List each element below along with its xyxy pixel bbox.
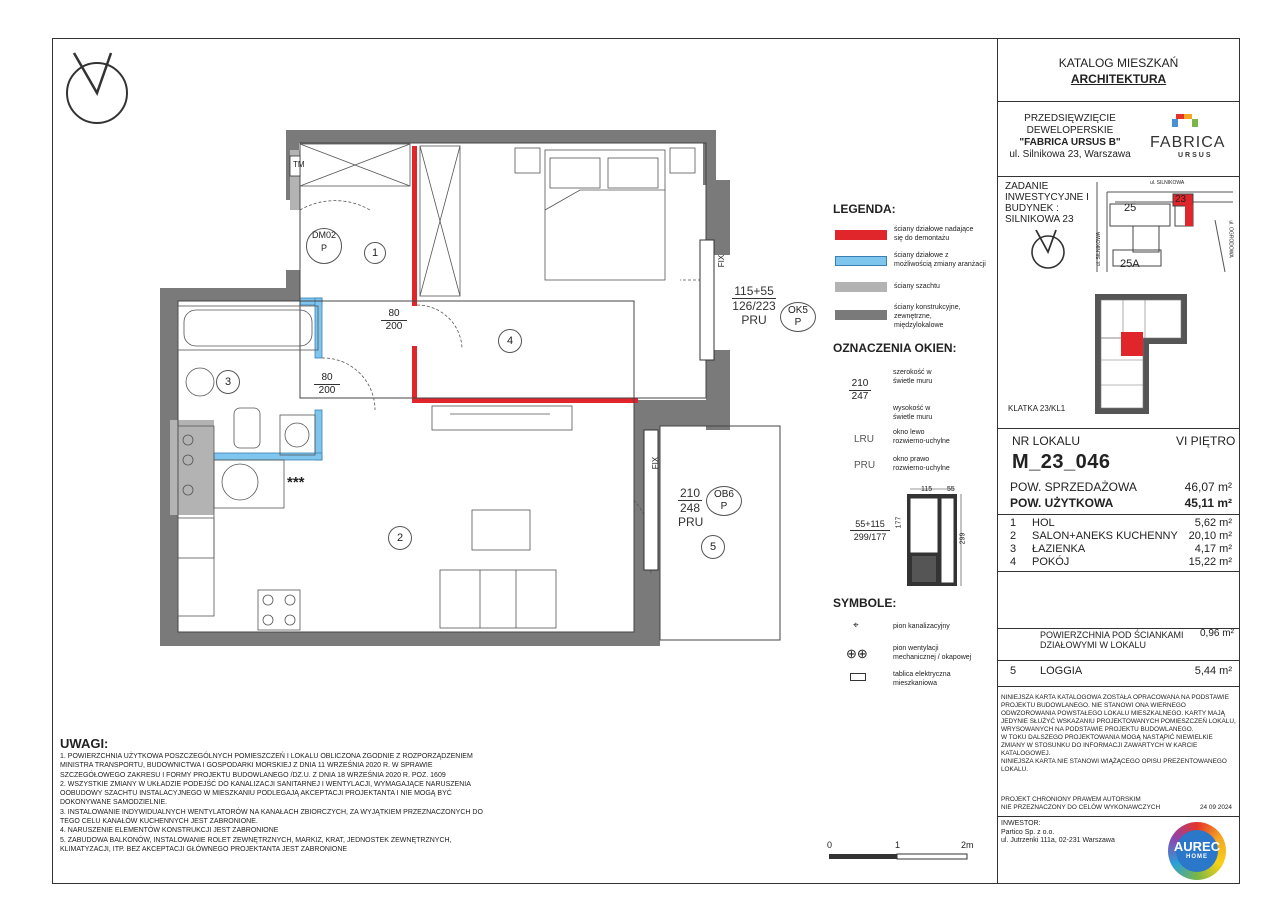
note-line: 3. INSTALOWANIE INDYWIDUALNYCH WENTYLATORÓW NA KANAŁACH ZBIORCZYCH, ZA WYJĄTKIEM PRZEZNACZONYCH DO — [60, 808, 483, 816]
fix-label-1: FIX — [717, 254, 727, 268]
scale-bar — [828, 852, 973, 862]
symbol-ventilation: pion wentylacji mechanicznej / okapowej — [893, 645, 972, 661]
building-25a: 25A — [1120, 258, 1140, 270]
window-ob6-dims — [678, 486, 702, 529]
ventilation-riser-icon: ⊕⊕ — [846, 646, 868, 661]
building-23: 23 — [1175, 194, 1187, 205]
brand-name: FABRICA — [1150, 134, 1226, 151]
department: ARCHITEKTURA — [1070, 72, 1167, 86]
note-line: 5. ZABUDOWA BALKONÓW, INSTALOWANIE ROLET ZEWNĘTRZNYCH, MARKIZ, KRAT, JEDNOSTEK ZEWNĘTRZNYCH, — [60, 836, 452, 844]
door-width: 80 — [321, 372, 333, 383]
label-tm: TM — [293, 160, 305, 169]
room-row: 2 SALON+ANEKS KUCHENNY 20,10 m² — [1010, 530, 1232, 542]
partition-area-value: 0,96 m² — [1200, 628, 1234, 639]
copyright: PROJEKT CHRONIONY PRAWEM AUTORSKIM NIE PRZEZNACZONY DO CELÓW WYKONAWCZYCH — [1001, 796, 1161, 811]
door-height: 200 — [314, 384, 340, 397]
room-row: 1 HOL 5,62 m² — [1010, 517, 1232, 529]
scale-0: 0 — [827, 840, 833, 850]
site-street-label-2: ul. OGRODOWA — [1227, 220, 1234, 258]
note-line: SZCZEGÓŁOWEGO ZAKRESU I FORMY PROJEKTU BUDOWLANEGO /DZ.U. Z DNIA 18 WRZEŚNIA 2020 R. POZ. 1609 — [60, 771, 446, 779]
site-street-label: ul. SILNIKOWA — [1150, 180, 1185, 186]
window-tag-ob6 — [706, 486, 742, 516]
building-25: 25 — [1124, 202, 1137, 214]
window-tag-code: OK5 — [787, 305, 808, 316]
unit-nr-label: NR LOKALU — [1012, 434, 1081, 448]
pru-code: PRU — [854, 460, 876, 471]
partition-area-label: POWIERZCHNIA POD ŚCIANKAMI DZIAŁOWYMI W LOKALU — [1040, 630, 1184, 650]
date: 24 09 2024 — [1200, 804, 1232, 811]
door-tag-code: DM02 — [311, 230, 336, 240]
room-marker-2: 2 — [388, 526, 412, 550]
note-line: 4. NARUSZENIE ELEMENTÓW KONSTRUKCJI JEST ZABRONIONE — [60, 827, 279, 835]
note-line: MINISTRA TRANSPORTU, BUDOWNICTWA I GOSPODARKI MORSKIEJ Z DNIA 11 WRZEŚNIA 2020 R. W SPRAWIE — [60, 762, 433, 770]
lru-code: LRU — [854, 434, 875, 445]
room-marker-5: 5 — [701, 535, 725, 559]
legend-item-3: ściany szachtu — [894, 283, 940, 290]
key-plan — [1083, 290, 1193, 418]
scale-1: 1 — [895, 840, 901, 850]
door-tag-type: P — [320, 243, 327, 253]
room-row: 3 ŁAZIENKA 4,17 m² — [1010, 543, 1232, 555]
bathtub — [178, 306, 318, 350]
door-tag-dm02 — [306, 228, 342, 264]
investment-info: ZADANIE INWESTYCYJNE I BUDYNEK : SILNIKOWA 23 — [1005, 181, 1089, 225]
legend-swatch-blue — [835, 256, 887, 266]
site-street-label-3: ul. SILNIKOWA — [1096, 231, 1103, 267]
window-ok5-dims — [732, 284, 776, 327]
window-sample-dims: 210 247 — [849, 378, 871, 403]
note-line: KLIMATYZACJI, ITP. BEZ AKCEPTACJI GŁÓWNEGO PROJEKTANTA JEST ZABRONIONE — [60, 845, 348, 853]
window-type: PRU — [741, 313, 767, 327]
symbol-electrical: tablica elektryczna mieszkaniowa — [893, 671, 951, 687]
note-line: 1. POWIERZCHNIA UŻYTKOWA POSZCZEGÓLNYCH POMIESZCZEŃ I LOKALU OBLICZONA ZGODNIE Z ROZPORZĄDZENIEM — [60, 753, 473, 760]
notes-list — [60, 752, 530, 854]
lru-desc: okno lewo rozwierno-uchylne — [893, 429, 950, 445]
detail-h-dim2: 299 — [959, 532, 967, 545]
usable-area-label: POW. UŻYTKOWA — [1010, 496, 1114, 510]
window-type: PRU — [678, 515, 704, 529]
loggia-row: 5 LOGGIA 5,44 m² — [1010, 665, 1232, 677]
legend-item-2: ściany działowe z możliwością zmiany aranżacji — [894, 252, 986, 268]
sale-area-row — [1010, 481, 1232, 494]
door-width: 80 — [388, 308, 400, 319]
sale-area-label: POW. SPRZEDAŻOWA — [1010, 480, 1137, 494]
electrical-stars: *** — [287, 474, 305, 491]
unit-number: M_23_046 — [1012, 451, 1111, 473]
project-info: PRZEDSIĘWZIĘCIE DEWELOPERSKIE "FABRICA URSUS B" ul. Silnikowa 23, Warszawa — [1009, 113, 1131, 160]
windows-title: OZNACZENIA OKIEN: — [833, 341, 957, 355]
window-tag-code: OB6 — [713, 489, 734, 500]
room-row: 4 POKÓJ 15,22 m² — [1010, 556, 1232, 568]
pru-desc: okno prawo rozwierno-uchylne — [893, 456, 950, 472]
legend-swatch-red — [835, 230, 887, 240]
notes-title: UWAGI: — [60, 736, 109, 751]
aurec-logo-icon — [1168, 822, 1226, 880]
electrical-panel-icon — [850, 673, 866, 681]
window-width: 210 — [679, 486, 701, 500]
floor-plan — [150, 120, 800, 660]
note-line: OOBUDOWY SZACHTU INSTALACYJNEGO W MIESZKANIU PODLEGAJĄ AKCEPTACJI PROJEKTANTA I NIE MOGĄ BYĆ — [60, 790, 452, 798]
door-dims-room4 — [381, 308, 407, 333]
site-north-icon — [1026, 226, 1072, 272]
legend-title: LEGENDA: — [833, 202, 896, 216]
red-partitions — [412, 146, 638, 403]
note-line: TEGO CELU KANAŁÓW KUCHENNYCH JEST ZABRONIONE. — [60, 818, 258, 826]
detail-top-dim1: 115 — [921, 486, 933, 493]
catalog-title: KATALOG MIESZKAŃ — [1058, 56, 1179, 70]
window-width-desc: szerokość w świetle muru — [893, 369, 933, 385]
symbol-sewer: pion kanalizacyjny — [893, 623, 950, 630]
window-size: 126/223 — [732, 299, 776, 313]
detail-h-dim1: 177 — [895, 516, 903, 529]
window-tag-type: P — [794, 317, 802, 328]
legend-swatch-darkgrey — [835, 310, 887, 320]
window-height: 248 — [679, 501, 701, 515]
usable-area-value: 45,11 m² — [1184, 496, 1232, 510]
legend-swatch-lightgrey — [835, 282, 887, 292]
unit-floor: VI PIĘTRO — [1176, 434, 1236, 448]
window-tag-type: P — [720, 501, 728, 512]
note-line: 2. WSZYSTKIE ZMIANY W UKŁADZIE PODEJŚĆ DO KANALIZACJI SANITARNEJ I WENTYLACJI, WYMAGAJĄCE NARUSZENIA — [60, 780, 471, 788]
room-marker-4: 4 — [498, 329, 522, 353]
aurec-logo-sub: HOME — [1186, 854, 1208, 860]
room-marker-1: 1 — [364, 242, 386, 264]
legend-item-1: ściany działowe nadające się do demontażu — [894, 226, 974, 242]
bed — [515, 148, 695, 280]
staircase-label: KLATKA 23/KL1 — [1008, 404, 1066, 413]
door-height: 200 — [381, 320, 407, 333]
fix-label-2: FIX — [651, 456, 661, 470]
scale-2: 2m — [961, 840, 974, 850]
disclaimer: NINIEJSZA KARTA KATALOGOWA ZOSTAŁA OPRACOWANA NA PODSTAWIE PROJEKTU BUDOWLANEGO. NIE STANOWI ONA WIERNEGO ODWZOROWANIA POWSTAŁEGO LOKALU MIESZKALNEGO. KARTY MAJĄ JEDYNIE SŁUŻYĆ WSKAZANIU PROJEKTOWANYCH POMIESZCZEŃ LOKALU, WRYSOWANYCH NA PODSTAWIE PROJEKTU BUDOWLANEGO. W TOKU DALSZEGO PROJEKTOWANIA MOGĄ NASTĄPIĆ NIEWIELKIE ZMIANY W STOSUNKU DO INFORMACJI ZAWARTYCH W KARCIE KATALOGOWEJ. NINIEJSZA KARTA NIE STANOWI WIĄŻĄCEGO OPISU PREZENTOWANEGO LOKALU. — [1001, 694, 1236, 773]
north-arrow-icon — [64, 48, 134, 126]
door-dims-bathroom — [314, 372, 340, 397]
sale-area-value: 46,07 m² — [1184, 480, 1232, 494]
fabrica-logo-icon — [1172, 114, 1204, 130]
window-detail-dims: 55+115 299/177 — [850, 518, 890, 543]
brand-sub: URSUS — [1178, 152, 1213, 159]
note-line: DOKONYWANE SAMODZIELNIE. — [60, 799, 168, 807]
window-height-desc: wysokość w świetle muru — [893, 405, 933, 421]
legend-item-4: ściany konstrukcyjne, zewnętrzne, międzylokalowe — [894, 304, 961, 329]
site-plan — [1095, 180, 1235, 275]
room-marker-3: 3 — [216, 370, 240, 394]
detail-top-dim2: 55 — [947, 486, 955, 493]
aurec-logo-text: AUREC — [1173, 839, 1221, 854]
window-tag-ok5 — [780, 302, 816, 332]
window-dims: 115+55 — [734, 284, 774, 298]
symbols-title: SYMBOLE: — [833, 596, 897, 610]
sewer-riser-icon: ⌖ — [853, 620, 859, 631]
investor-info: INWESTOR: Partico Sp. z o.o. ul. Jutrzenki 111a, 02-231 Warszawa — [1001, 820, 1115, 844]
usable-area-row — [1010, 497, 1232, 510]
